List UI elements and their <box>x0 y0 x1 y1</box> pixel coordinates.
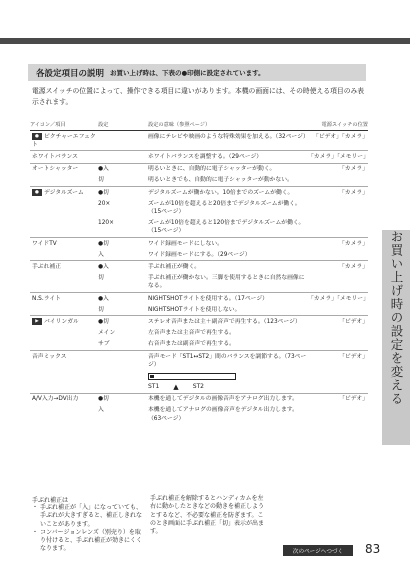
row-item-cell <box>30 328 98 339</box>
row-item-cell <box>30 131 98 151</box>
row-switch: 「カメラ」「メモリー」 <box>308 151 368 163</box>
note-heading: 手ぶれ補正は <box>32 497 69 504</box>
row-item-cell <box>30 249 98 261</box>
row-setting: 120× <box>98 220 114 227</box>
col-header-switch: 電源スイッチの位置 <box>308 120 368 131</box>
table-row <box>30 328 368 339</box>
row-setting <box>98 151 148 163</box>
camera-icon: ● <box>32 189 42 196</box>
row-meaning: ステレオ音声または主＋副音声で再生する。（123ページ） <box>148 318 301 325</box>
table-row <box>30 405 368 424</box>
row-item-cell <box>30 151 98 163</box>
row-setting: 入 <box>98 251 104 258</box>
row-setting: ●入 <box>98 293 148 305</box>
row-setting: ●切 <box>98 316 148 328</box>
row-meaning-cell <box>148 218 308 238</box>
row-item-cell <box>30 304 98 316</box>
row-item-cell <box>30 187 98 199</box>
mix-bar <box>148 373 236 380</box>
table-row <box>30 187 368 199</box>
row-switch: 「カメラ」 <box>308 238 368 250</box>
row-setting: ●切 <box>98 238 148 250</box>
mix-level <box>150 375 154 378</box>
next-page-label: 次のページへつづく <box>283 545 353 556</box>
intro-text: 電源スイッチの位置によって、操作できる項目に違いがあります。本機の画面には、その時使える項目のみ表示されます。 <box>32 87 365 106</box>
row-item-cell <box>30 238 98 250</box>
table-row <box>30 304 368 316</box>
row-switch <box>308 273 368 293</box>
row-meaning-cell <box>148 328 308 339</box>
table-row <box>30 151 368 163</box>
table-row <box>30 261 368 273</box>
table-row <box>30 293 368 305</box>
row-setting: 切 <box>98 275 104 282</box>
row-item: ホワイトバランス <box>32 153 78 160</box>
row-meaning: 手ぶれ補正が働かない。三脚を使用するときに自然な画像になる。 <box>148 275 305 290</box>
page-number: 83 <box>365 542 381 556</box>
row-meaning: ズームが10倍を超えると120倍までデジタルズームが働く。（15ページ） <box>148 220 305 235</box>
note-bullet: 手ぶれ補正が「入」になっていても、手ぶれが大きすぎると、補正しきれないことがあります。 <box>40 504 143 528</box>
row-setting: ●切 <box>98 187 148 199</box>
row-item: ピクチャーエフェクト <box>32 133 96 148</box>
row-item: A/V入力→DV出力 <box>32 396 79 403</box>
row-meaning: 明るいときに、自動的に電子シャッターが動く。 <box>148 166 276 173</box>
row-item-cell <box>30 339 98 351</box>
row-meaning: NIGHTSHOTライトを使用する。（17ページ） <box>148 295 268 302</box>
row-switch <box>308 339 368 351</box>
row-item: デジタルズーム <box>44 189 84 196</box>
col-header-setting: 設定 <box>98 120 148 131</box>
row-meaning-cell <box>148 249 308 261</box>
row-setting: ●切 <box>98 393 148 405</box>
row-meaning-cell <box>148 293 308 305</box>
mix-control <box>148 373 308 380</box>
row-meaning-cell <box>148 175 308 187</box>
table-row <box>30 351 368 394</box>
table-row <box>30 163 368 175</box>
table-row <box>30 175 368 187</box>
row-meaning: ズームが10倍を超えると20倍までデジタルズームが働く。（15ページ） <box>148 200 301 215</box>
row-meaning-cell <box>148 304 308 316</box>
row-meaning-cell <box>148 316 308 328</box>
row-switch <box>308 304 368 316</box>
row-meaning-cell <box>148 393 308 405</box>
row-item-cell <box>30 393 98 405</box>
row-item-cell <box>30 218 98 238</box>
row-item-cell <box>30 273 98 293</box>
row-meaning: 本機を通してアナログの画像音声をデジタル出力します。（63ページ） <box>148 407 298 422</box>
row-switch <box>308 328 368 339</box>
row-switch: 「カメラ」 <box>308 163 368 175</box>
row-switch <box>308 405 368 424</box>
row-item-cell <box>30 261 98 273</box>
table-row <box>30 238 368 250</box>
row-setting: ●入 <box>98 163 148 175</box>
note-left: ・ 手ぶれ補正が「入」になっていても、手ぶれが大きすぎると、補正しきれないことがあります。 ・ コンバージョンレンズ（別売り）を取り付けると、手ぶれ補正が効きにくくなります。 <box>32 504 143 553</box>
row-item-cell <box>30 405 98 424</box>
row-setting: 入 <box>98 407 104 414</box>
row-meaning: デジタルズームが働かない。10倍までのズームが働く。 <box>148 189 294 196</box>
row-meaning: ワイド録画モードにしない。 <box>148 240 223 247</box>
row-meaning-cell <box>148 187 308 199</box>
row-switch: 「ビデオ」「カメラ」 <box>308 131 368 151</box>
row-meaning-cell <box>148 198 308 217</box>
row-switch: 「ビデオ」 <box>308 316 368 328</box>
row-meaning: 明るいときでも、自動的に電子シャッターが動かない。 <box>148 177 293 184</box>
row-meaning: ワイド録画モードにする。（29ページ） <box>148 251 251 258</box>
table-row <box>30 393 368 405</box>
row-setting: 20× <box>98 200 111 207</box>
row-switch: 「カメラ」 <box>308 261 368 273</box>
mix-label-right: ST2 <box>192 382 204 390</box>
row-meaning-cell <box>148 131 308 151</box>
row-item-cell <box>30 351 98 394</box>
row-meaning: 音声モード「ST1↔ST2」間のバランスを調節する。（73ページ） <box>148 353 307 368</box>
row-item: バイリンガル <box>44 318 79 325</box>
row-item: ワイドTV <box>32 240 57 247</box>
row-switch <box>308 249 368 261</box>
row-item-cell <box>30 175 98 187</box>
row-switch <box>308 218 368 238</box>
row-item: オートシャッター <box>32 166 79 173</box>
row-meaning-cell <box>148 151 308 163</box>
note-bullet: コンバージョンレンズ（別売り）を取り付けると、手ぶれ補正が効きにくくなります。 <box>40 528 143 553</box>
table-row <box>30 218 368 238</box>
row-setting: メイン <box>98 330 116 337</box>
row-meaning-cell <box>148 238 308 250</box>
row-meaning: 左音声または主音声で再生する。 <box>148 330 235 337</box>
video-icon: ▶ <box>32 318 42 325</box>
row-meaning: 本機を通してデジタルの画像音声をアナログ出力します。 <box>148 396 298 403</box>
table-row <box>30 339 368 351</box>
table-row <box>30 249 368 261</box>
row-switch: 「ビデオ」 <box>308 393 368 405</box>
row-meaning: NIGHTSHOTライトを使用しない。 <box>148 306 241 313</box>
row-item-cell <box>30 198 98 217</box>
col-header-meaning: 設定の意味（参照ページ） <box>148 120 308 131</box>
row-meaning: 手ぶれ補正が働く。 <box>148 263 201 270</box>
row-item-cell <box>30 163 98 175</box>
settings-table <box>30 120 368 424</box>
triangle-up-icon: ▲ <box>173 382 179 391</box>
row-item-cell <box>30 293 98 305</box>
row-switch: 「ビデオ」 <box>308 351 368 394</box>
row-meaning-cell <box>148 261 308 273</box>
row-item-cell <box>30 316 98 328</box>
row-item: 手ぶれ補正 <box>32 263 61 270</box>
camera-icon: ● <box>32 133 42 140</box>
row-setting: ●入 <box>98 261 148 273</box>
row-item: 音声ミックス <box>32 353 67 360</box>
row-setting: 切 <box>98 306 104 313</box>
col-header-item: アイコン／項目 <box>30 120 98 131</box>
row-setting <box>98 351 148 394</box>
row-meaning: ホワイトバランスを調整する。（29ページ） <box>148 153 263 160</box>
row-meaning-cell <box>148 351 308 394</box>
row-meaning: 右音声または副音声で再生する。 <box>148 341 235 348</box>
row-switch: 「カメラ」 <box>308 187 368 199</box>
table-row <box>30 131 368 151</box>
table-row <box>30 198 368 217</box>
row-setting: サブ <box>98 341 110 348</box>
row-meaning: 画像にテレビや映画のような特殊効果を加える。（32ページ） <box>148 133 309 140</box>
row-switch <box>308 175 368 187</box>
side-tab-label: お買い上げ時の設定を変える <box>389 230 404 406</box>
section-header <box>28 64 366 81</box>
note-right: 手ぶれ補正を解除するとハンディカムを左右に動かしたときなどの動きを補正しようとするなど、不必要な補正を防ぎます。このとき画面に手ぶれ補正「切」表示が出ます。 <box>150 495 265 536</box>
row-setting <box>98 131 148 151</box>
row-item: N.S.ライト <box>32 295 61 302</box>
page-title: 各設定項目の説明 <box>36 68 105 79</box>
row-meaning-cell <box>148 405 308 424</box>
table-row <box>30 273 368 293</box>
row-meaning-cell <box>148 339 308 351</box>
row-setting: 切 <box>98 177 104 184</box>
row-meaning-cell <box>148 273 308 293</box>
table-row <box>30 316 368 328</box>
mix-label-left: ST1 <box>148 382 160 390</box>
top-rule <box>0 38 410 44</box>
row-switch: 「カメラ」「メモリー」 <box>308 293 368 305</box>
page-subtitle: お買い上げ時は、下表の●印側に設定されています。 <box>110 69 265 77</box>
row-meaning-cell <box>148 163 308 175</box>
row-switch <box>308 198 368 217</box>
